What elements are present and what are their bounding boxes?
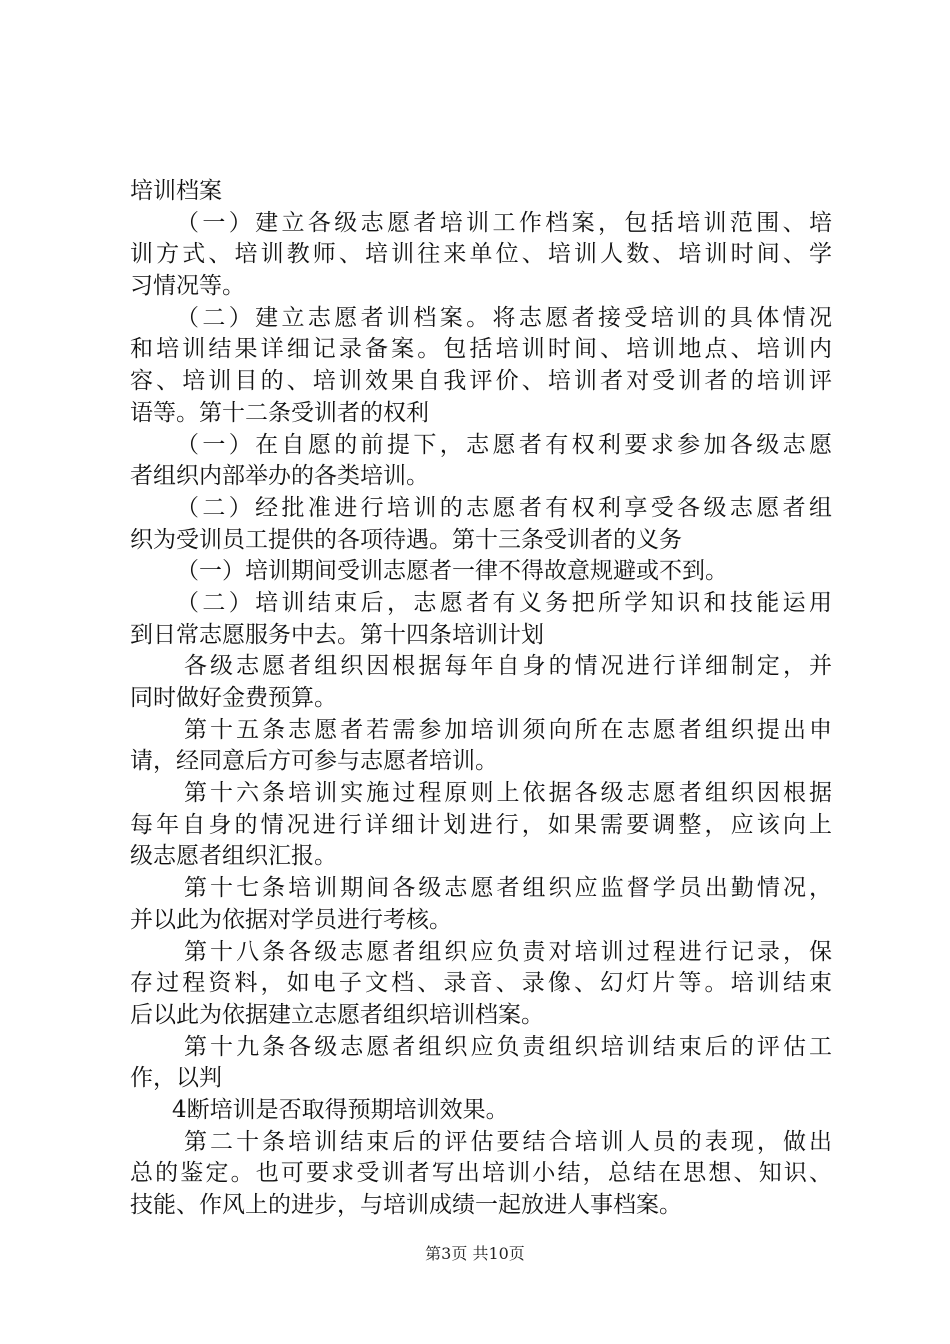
text-line: 到日常志愿服务中去。第十四条培训计划 bbox=[130, 621, 544, 648]
text-line: （一）建立各级志愿者培训工作档案，包括培训范围、培 bbox=[176, 209, 832, 236]
text-line: 作，以判 bbox=[130, 1065, 222, 1092]
text-line: 技能、作风上的进步，与培训成绩一起放进人事档案。 bbox=[130, 1192, 682, 1218]
text-line: 级志愿者组织汇报。 bbox=[130, 843, 337, 870]
text-line: 第十五条志愿者若需参加培训须向所在志愿者组织提出申 bbox=[184, 716, 832, 743]
text-line: 和培训结果详细记录备案。包括培训时间、培训地点、培训内 bbox=[130, 336, 832, 363]
text-line: 请，经同意后方可参与志愿者培训。 bbox=[130, 748, 498, 775]
text-line: 培训档案 bbox=[130, 178, 222, 204]
text-line: 者组织内部举办的各类培训。 bbox=[130, 463, 429, 490]
text-line: 第二十条培训结束后的评估要结合培训人员的表现，做出 bbox=[184, 1128, 832, 1155]
text-line: 第十九条各级志愿者组织应负责组织培训结束后的评估工 bbox=[184, 1033, 832, 1060]
text-line: 各级志愿者组织因根据每年自身的情况进行详细制定，并 bbox=[184, 653, 832, 680]
text-line: 容、培训目的、培训效果自我评价、培训者对受训者的培训评 bbox=[130, 368, 832, 395]
text-line: 第十八条各级志愿者组织应负责对培训过程进行记录，保 bbox=[184, 938, 832, 965]
text-line: 织为受训员工提供的各项待遇。第十三条受训者的义务 bbox=[130, 526, 682, 553]
text-line: 第十六条培训实施过程原则上依据各级志愿者组织因根据 bbox=[184, 780, 832, 807]
text-line: （一）在自愿的前提下，志愿者有权利要求参加各级志愿 bbox=[176, 431, 832, 458]
text-line: 4断培训是否取得预期培训效果。 bbox=[172, 1096, 509, 1123]
text-line: 语等。第十二条受训者的权利 bbox=[130, 399, 429, 426]
text-line: （二）建立志愿者训档案。将志愿者接受培训的具体情况 bbox=[176, 304, 832, 331]
text-line: 每年自身的情况进行详细计划进行，如果需要调整，应该向上 bbox=[130, 811, 832, 838]
text-line: （二）培训结束后，志愿者有义务把所学知识和技能运用 bbox=[176, 589, 832, 616]
text-line: （二）经批准进行培训的志愿者有权利享受各级志愿者组 bbox=[176, 494, 832, 521]
text-line: （一）培训期间受训志愿者一律不得故意规避或不到。 bbox=[176, 558, 728, 585]
text-line: 第十七条培训期间各级志愿者组织应监督学员出勤情况， bbox=[184, 875, 832, 902]
text-line: 后以此为依据建立志愿者组织培训档案。 bbox=[130, 1001, 544, 1028]
text-line: 并以此为依据对学员进行考核。 bbox=[130, 906, 452, 933]
text-line: 训方式、培训教师、培训往来单位、培训人数、培训时间、学 bbox=[130, 241, 832, 268]
page-number-footer: 第3页 共10页 bbox=[425, 1244, 525, 1263]
document-body bbox=[130, 176, 832, 1222]
text-line: 总的鉴定。也可要求受训者写出培训小结，总结在思想、知识、 bbox=[130, 1160, 832, 1187]
text-line: 存过程资料，如电子文档、录音、录像、幻灯片等。培训结束 bbox=[130, 970, 832, 997]
text-line: 习情况等。 bbox=[130, 273, 245, 300]
text-line: 同时做好金费预算。 bbox=[130, 685, 337, 711]
